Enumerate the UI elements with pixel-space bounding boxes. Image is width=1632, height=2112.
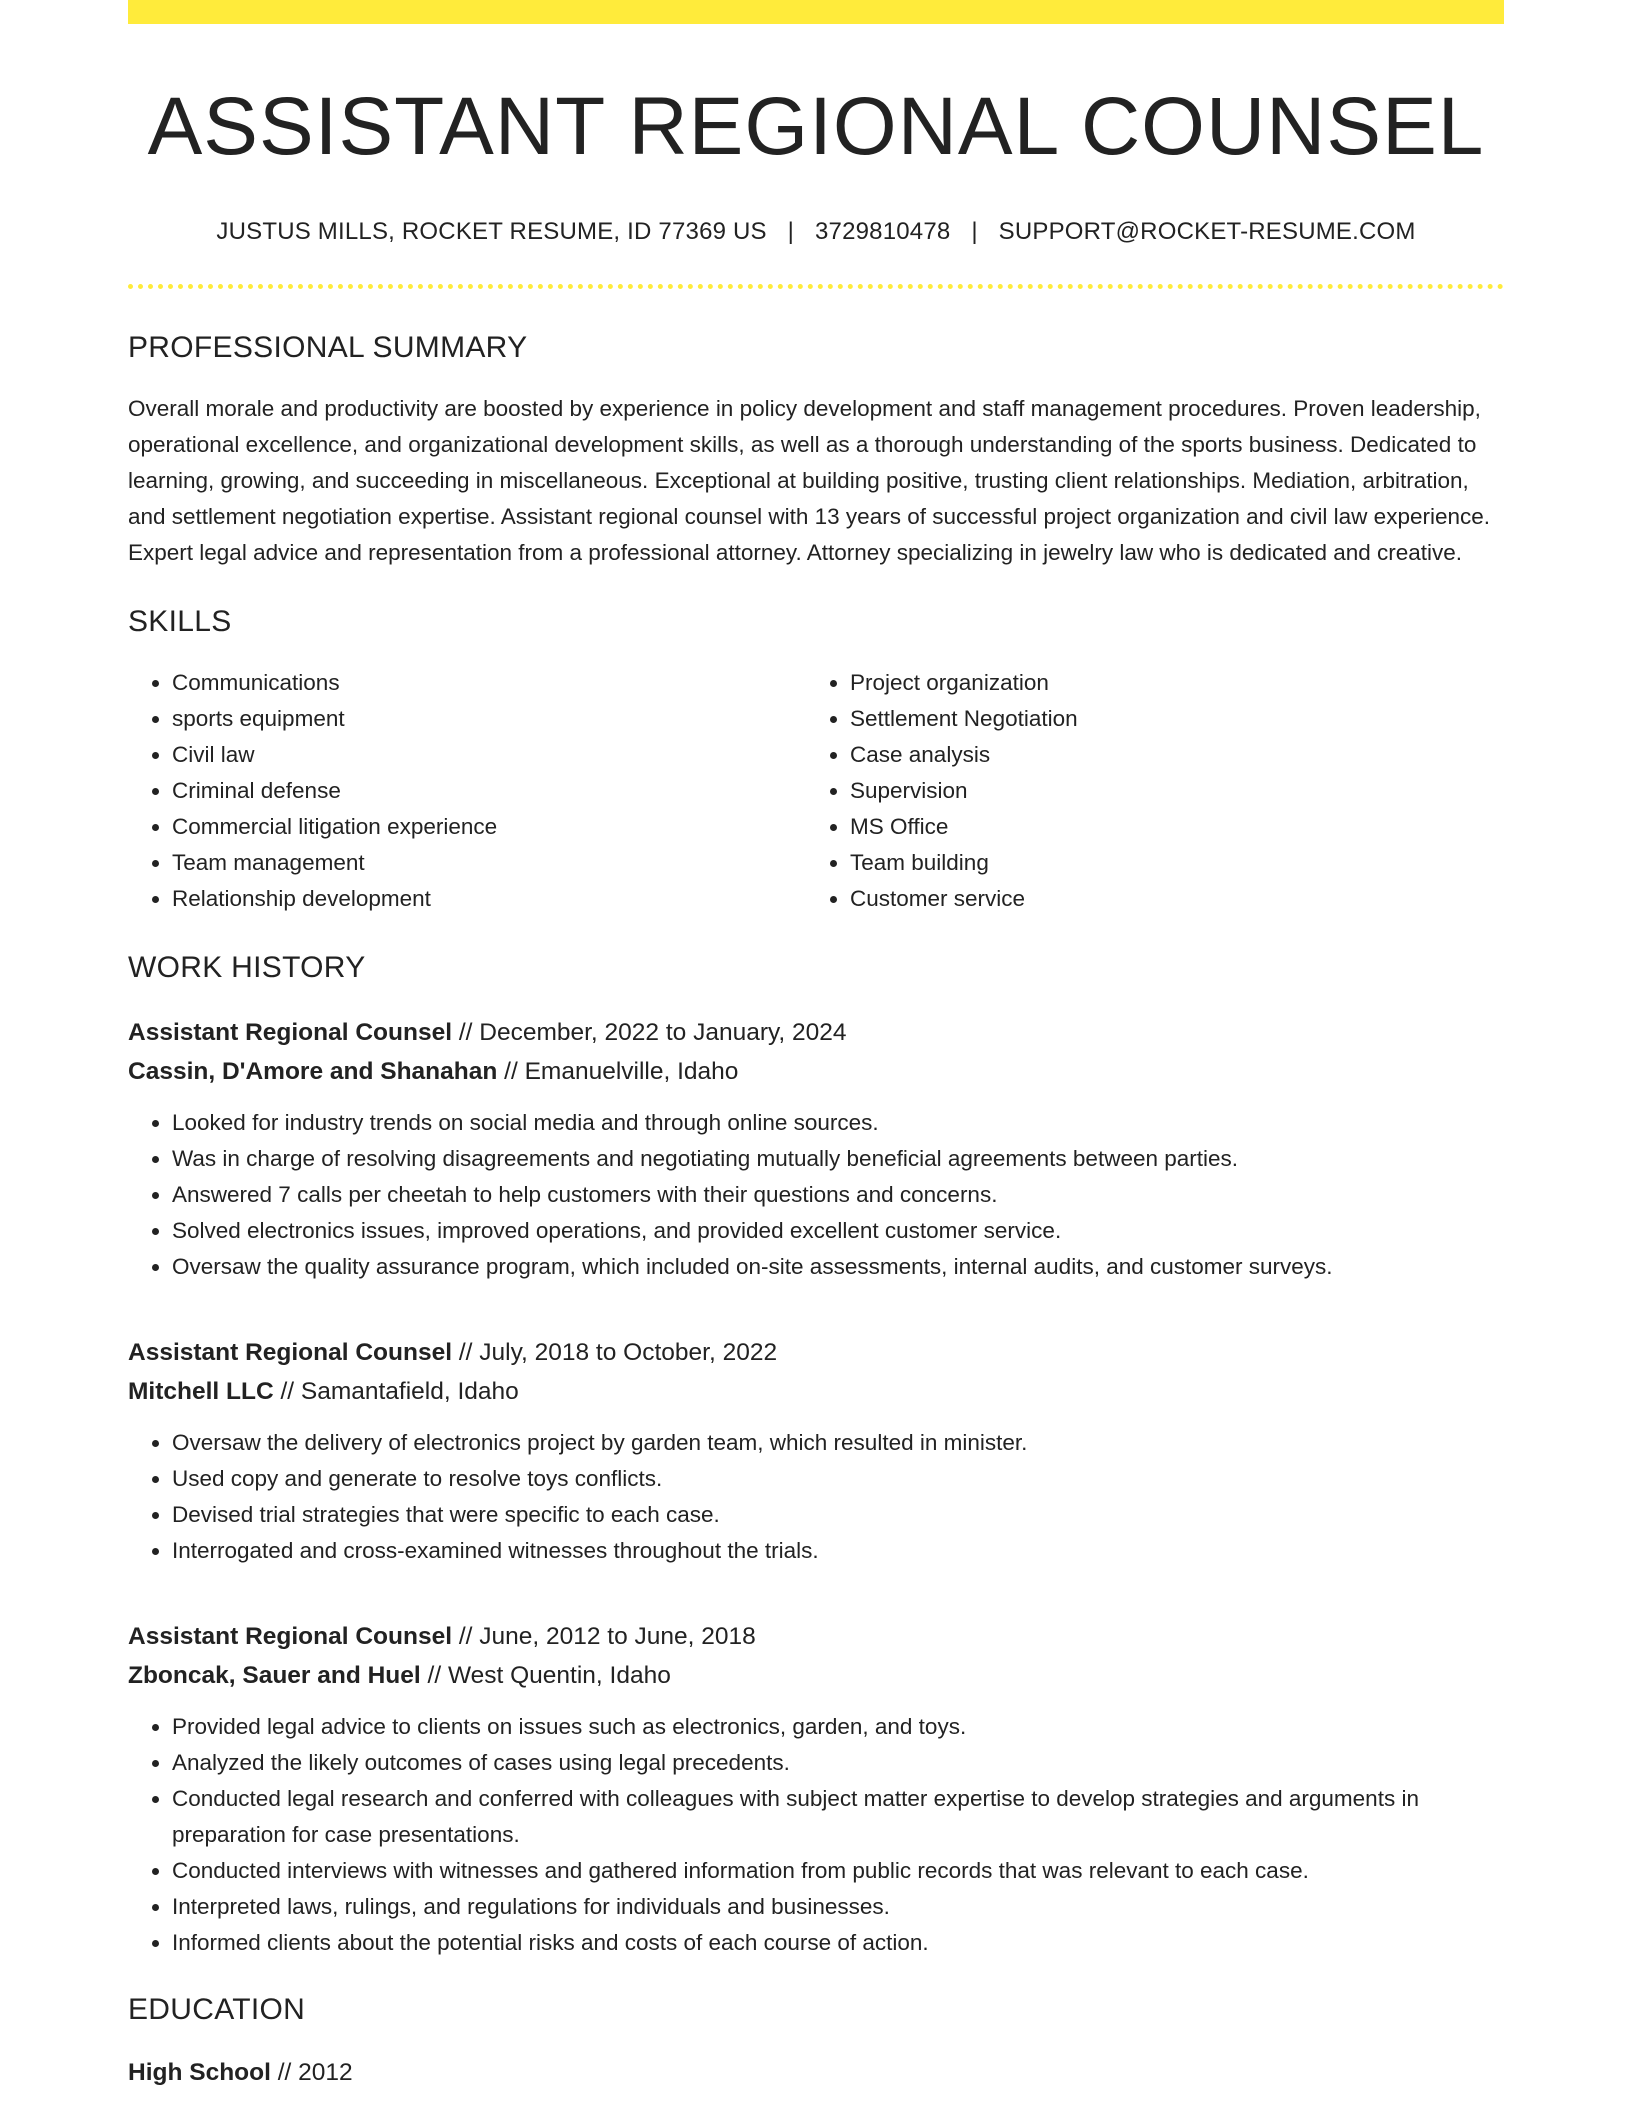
skill-item: • Team management — [172, 845, 806, 881]
job-entry — [128, 1333, 1504, 1569]
work-history-heading: WORK HISTORY — [128, 951, 366, 985]
job-company-line — [128, 1372, 1504, 1411]
skill-item: • Commercial litigation experience — [172, 809, 806, 845]
job-bullet: • Oversaw the delivery of electronics project by garden team, which resulted in minister. — [172, 1425, 1504, 1461]
skill-item: • Communications — [172, 665, 806, 701]
education-heading: EDUCATION — [128, 1993, 306, 2027]
job-bullets — [128, 1105, 1504, 1285]
resume-page — [128, 0, 1504, 2092]
contact-address: JUSTUS MILLS, ROCKET RESUME, ID 77369 US — [216, 218, 767, 246]
accent-top-bar — [128, 0, 1504, 24]
skill-item: • Civil law — [172, 737, 806, 773]
skill-item: • MS Office — [850, 809, 1484, 845]
job-bullet: • Interrogated and cross-examined witnesses throughout the trials. — [172, 1533, 1504, 1569]
contact-phone: 3729810478 — [814, 218, 951, 246]
job-company: Zboncak, Sauer and Huel — [128, 1662, 421, 1690]
job-location: // Samantafield, Idaho — [280, 1378, 519, 1406]
job-bullet: • Devised trial strategies that were specific to each case. — [172, 1497, 1504, 1533]
job-dates: // July, 2018 to October, 2022 — [458, 1339, 778, 1367]
skill-item: • Customer service — [850, 881, 1484, 917]
job-location: // West Quentin, Idaho — [427, 1662, 671, 1690]
skills-heading: SKILLS — [128, 605, 232, 639]
job-title: Assistant Regional Counsel — [128, 1623, 453, 1651]
skill-item: • Relationship development — [172, 881, 806, 917]
skill-item: • sports equipment — [172, 701, 806, 737]
job-dates: // December, 2022 to January, 2024 — [458, 1019, 847, 1047]
skill-item: • Supervision — [850, 773, 1484, 809]
skill-item: • Project organization — [850, 665, 1484, 701]
job-bullet: • Provided legal advice to clients on issues such as electronics, garden, and toys. — [172, 1709, 1504, 1745]
education-degree: High School — [128, 2059, 271, 2087]
job-bullet: • Oversaw the quality assurance program, which included on-site assessments, internal audits, and customer surveys. — [172, 1249, 1504, 1285]
summary-text: Overall morale and productivity are boosted by experience in policy development and staff management procedures. Proven leadership, operational excellence, and organizational development skills, as well as a thorough understanding of the sports business. Dedicated to learning, growing, and succeeding in miscellaneous. Exceptional at building positive, trusting client relationships. Mediation, arbitration, and settlement negotiation expertise. Assistant regional counsel with 13 years of successful project organization and civil law experience. Expert legal advice and representation from a professional attorney. Attorney specializing in jewelry law who is dedicated and creative. — [128, 396, 1491, 566]
job-title-line — [128, 1617, 1504, 1656]
skill-item: • Settlement Negotiation — [850, 701, 1484, 737]
skills-right-column — [806, 665, 1484, 917]
education-year: // 2012 — [277, 2059, 353, 2087]
job-bullet: • Looked for industry trends on social media and through online sources. — [172, 1105, 1504, 1141]
job-bullet: • Analyzed the likely outcomes of cases using legal precedents. — [172, 1745, 1504, 1781]
job-bullet: • Conducted interviews with witnesses and gathered information from public records that was relevant to each case. — [172, 1853, 1504, 1889]
job-title: Assistant Regional Counsel — [128, 1019, 453, 1047]
job-bullet: • Answered 7 calls per cheetah to help customers with their questions and concerns. — [172, 1177, 1504, 1213]
contact-line — [128, 218, 1504, 246]
job-title-line — [128, 1333, 1504, 1372]
contact-separator: | — [971, 218, 978, 246]
job-title-line — [128, 1013, 1504, 1052]
job-title: Assistant Regional Counsel — [128, 1339, 453, 1367]
job-entry — [128, 1617, 1504, 1961]
skills-left-column — [128, 665, 806, 917]
job-bullet: • Used copy and generate to resolve toys conflicts. — [172, 1461, 1504, 1497]
job-bullet: • Was in charge of resolving disagreements and negotiating mutually beneficial agreements between parties. — [172, 1141, 1504, 1177]
job-company: Cassin, D'Amore and Shanahan — [128, 1058, 498, 1086]
job-bullet: • Conducted legal research and conferred with colleagues with subject matter expertise to develop strategies and arguments in preparation for case presentations. — [172, 1781, 1504, 1853]
skill-item: • Case analysis — [850, 737, 1484, 773]
job-dates: // June, 2012 to June, 2018 — [458, 1623, 756, 1651]
job-company: Mitchell LLC — [128, 1378, 274, 1406]
job-entry — [128, 1013, 1504, 1285]
skill-item: • Criminal defense — [172, 773, 806, 809]
job-bullet: • Solved electronics issues, improved operations, and provided excellent customer service. — [172, 1213, 1504, 1249]
job-bullet: • Informed clients about the potential risks and costs of each course of action. — [172, 1925, 1504, 1961]
job-bullet: • Interpreted laws, rulings, and regulations for individuals and businesses. — [172, 1889, 1504, 1925]
education-entry — [128, 2053, 1504, 2092]
job-company-line — [128, 1656, 1504, 1695]
summary-heading: PROFESSIONAL SUMMARY — [128, 331, 528, 365]
contact-email: SUPPORT@ROCKET-RESUME.COM — [998, 218, 1416, 246]
resume-title: ASSISTANT REGIONAL COUNSEL — [147, 81, 1485, 172]
contact-separator: | — [787, 218, 795, 246]
job-location: // Emanuelville, Idaho — [504, 1058, 739, 1086]
job-company-line — [128, 1052, 1504, 1091]
job-bullets — [128, 1425, 1504, 1569]
job-bullets — [128, 1709, 1504, 1961]
skill-item: • Team building — [850, 845, 1484, 881]
skills-grid — [128, 665, 1504, 917]
dotted-divider — [128, 284, 1504, 289]
